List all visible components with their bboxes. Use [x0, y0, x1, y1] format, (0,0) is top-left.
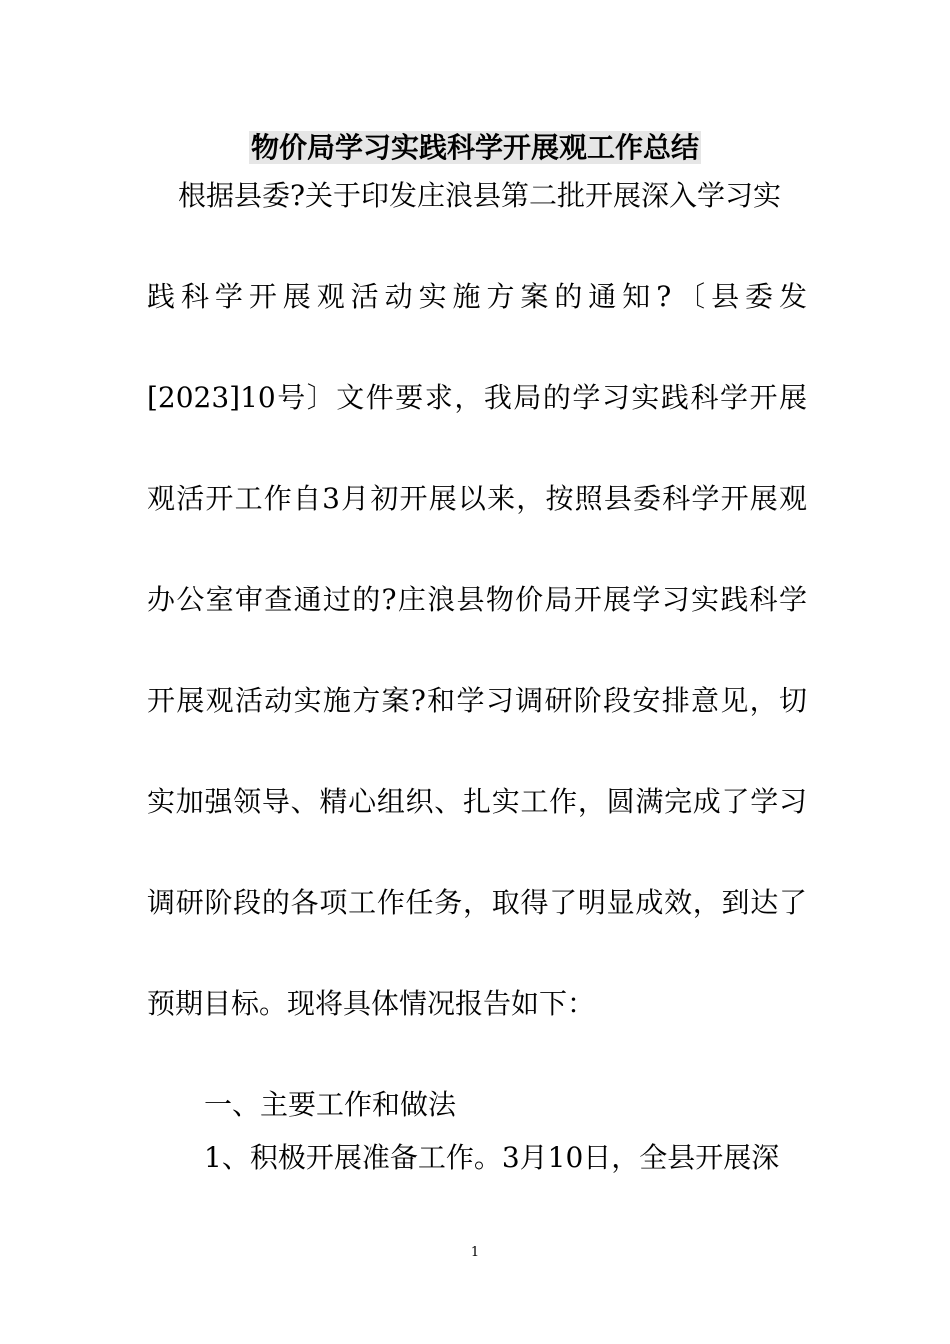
paragraph-line-8: 调研阶段的各项工作任务，取得了明显成效，到达了 — [147, 886, 807, 919]
page-number: 1 — [470, 1245, 480, 1260]
section-heading: 一、主要工作和做法 — [204, 1088, 457, 1121]
document-title — [0, 128, 950, 168]
paragraph-line-6: 开展观活动实施方案?和学习调研阶段安排意见，切 — [147, 684, 807, 717]
paragraph-line-7: 实加强领导、精心组织、扎实工作，圆满完成了学习 — [147, 785, 807, 818]
paragraph-line-9: 预期目标。现将具体情况报告如下： — [147, 987, 596, 1020]
paragraph-line-3: [2023]10号〕文件要求，我局的学习实践科学开展 — [147, 381, 807, 414]
paragraph-line-4: 观活开工作自3月初开展以来，按照县委科学开展观 — [147, 482, 807, 515]
document-title-text: 物价局学习实践科学开展观工作总结 — [250, 131, 699, 164]
paragraph-line-1: 根据县委?关于印发庄浪县第二批开展深入学习实 — [178, 179, 782, 212]
paragraph-line-5: 办公室审查通过的?庄浪县物价局开展学习实践科学 — [147, 583, 807, 616]
paragraph-line-2: 践科学开展观活动实施方案的通知?〔县委发 — [147, 280, 807, 313]
paragraph-line-10: 1、积极开展准备工作。3月10日，全县开展深 — [204, 1141, 780, 1174]
